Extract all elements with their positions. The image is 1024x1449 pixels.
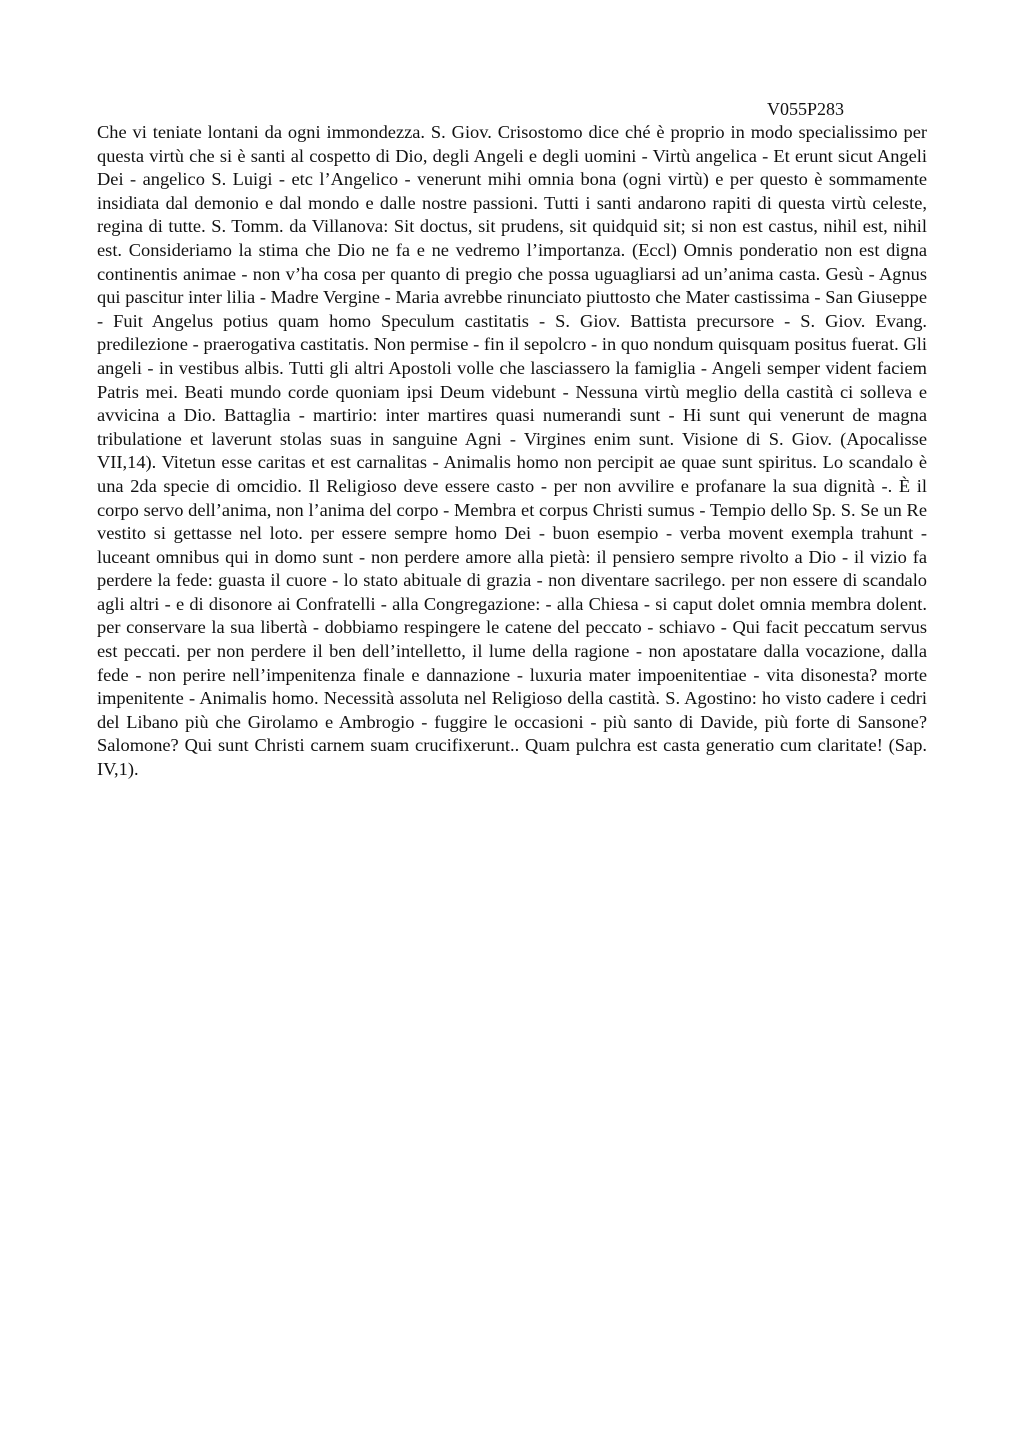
page-reference: V055P283	[767, 99, 845, 119]
body-paragraph: Che vi teniate lontani da ogni immondezza. S. Giov. Crisostomo dice ché è proprio in modo specialissimo per questa virtù che si è santi al cospetto di Dio, degli Angeli e degli uomini - Virtù angelica - Et erunt sicut Angeli Dei - angelico S. Luigi - etc l’Angelico - venerunt mihi omnia bona (ogni virtù) e per questo è sommamente insidiata dal demonio e dal mondo e dalle nostre passioni. Tutti i santi andarono rapiti di questa virtù celeste, regina di tutte. S. Tomm. da Villanova: Sit doctus, sit prudens, sit quidquid sit; si non est castus, nihil est, nihil est. Consideriamo la stima che Dio ne fa e ne vedremo l’importanza. (Eccl) Omnis ponderatio non est digna continentis animae - non v’ha cosa per quanto di pregio che possa uguagliarsi ad un’anima casta. Gesù - Agnus qui pascitur inter lilia - Madre Vergine - Maria avrebbe rinunciato piuttosto che Mater castissima - San Giuseppe - Fuit Angelus potius quam homo Speculum castitatis - S. Giov. Battista precursore - S. Giov. Evang. predilezione - praerogativa castitatis. Non permise - fin il sepolcro - in quo nondum quisquam positus fuerat. Gli angeli - in vestibus albis. Tutti gli altri Apostoli volle che lasciassero la famiglia - Angeli semper vident faciem Patris mei. Beati mundo corde quoniam ipsi Deum videbunt - Nessuna virtù meglio della castità ci solleva e avvicina a Dio. Battaglia - martirio: inter martires quasi numerandi sunt - Hi sunt qui venerunt de magna tribulatione et laverunt stolas suas in sanguine Agni - Virgines enim sunt. Visione di S. Giov. (Apocalisse VII,14). Vitetun esse caritas et est carnalitas - Animalis homo non percipit ae quae sunt spiritus. Lo scandalo è una 2da specie di omcidio. Il Religioso deve essere casto - per non avvilire e profanare la sua dignità -. È il corpo servo dell’anima, non l’anima del corpo - Membra et corpus Christi sumus - Tempio dello Sp. S. Se un Re vestito si gettasse nel loto. per essere sempre homo Dei - buon esempio - verba movent exempla trahunt - luceant omnibus qui in domo sunt - non perdere amore alla pietà: il pensiero sempre rivolto a Dio - il vizio fa perdere la fede: guasta il cuore - lo stato abituale di grazia - non diventare sacrilego. per non essere di scandalo agli altri - e di disonore ai Confratelli - alla Congregazione: - alla Chiesa - si caput dolet omnia membra dolent. per conservare la sua libertà - dobbiamo respingere le catene del peccato - schiavo - Qui facit peccatum servus est peccati. per non perdere il ben dell’intelletto, il lume della ragione - non apostatare dalla vocazione, dalla fede - non perire nell’impenitenza finale e dannazione - luxuria mater impoenitentiae - vita disonesta? morte impenitente - Animalis homo. Necessità assoluta nel Religioso della castità. S. Agostino: ho visto cadere i cedri del Libano più che Girolamo e Ambrogio - fuggire le occasioni - più santo di Davide, più forte di Sansone? Salomone? Qui sunt Christi carnem suam crucifixerunt.. Quam pulchra est casta generatio cum claritate! (Sap. IV,1).	[97, 122, 927, 780]
